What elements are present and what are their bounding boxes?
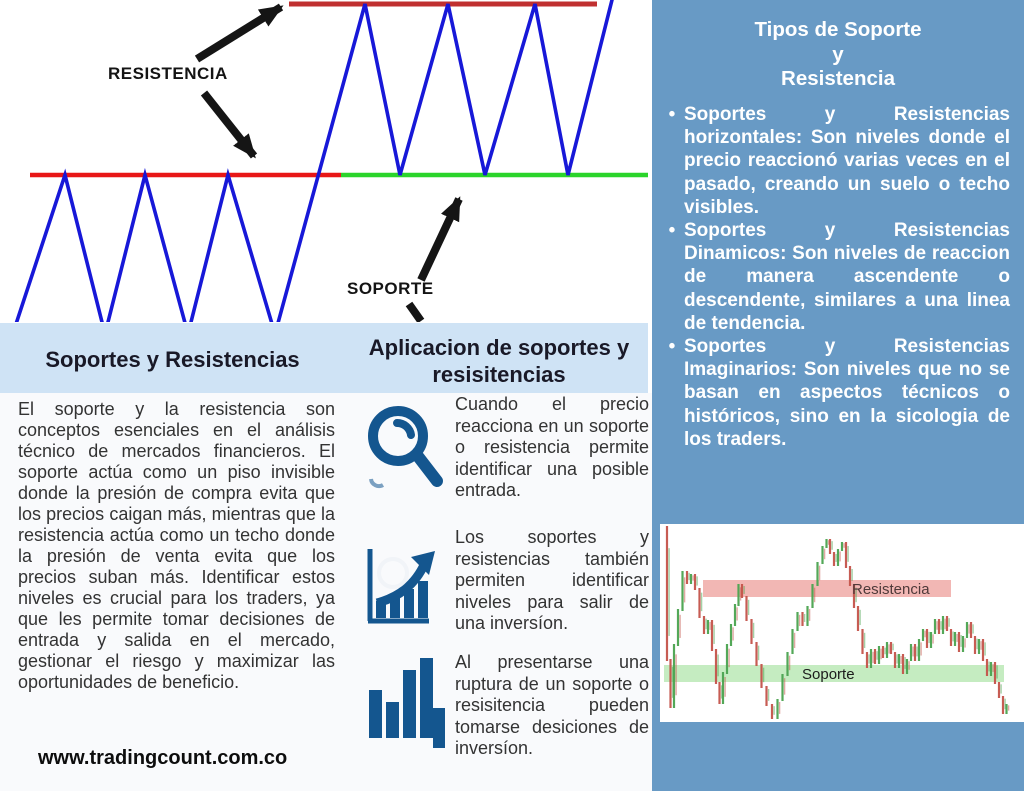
left-section-title: Soportes y Resistencias <box>45 347 300 372</box>
arrow-to-support <box>421 199 459 280</box>
list-item <box>660 335 1016 451</box>
magnifier-icon <box>363 401 447 498</box>
resistencia-label: RESISTENCIA <box>108 64 228 83</box>
soporte-label: SOPORTE <box>347 279 434 298</box>
zigzag-price-diagram <box>0 0 650 322</box>
list-item <box>660 219 1016 335</box>
types-bullet-list <box>660 103 1016 451</box>
website-link[interactable]: www.tradingcount.com.co <box>38 747 288 769</box>
support-resistance-description: El soporte y la resistencia son conceptos esenciales en el análisis técnico de mercados financieros. El soporte actúa como un piso invisible donde la presión de compra evita que los precios caigan más, mientras que la resistencia actúa como un techo donde la presión de venta evita que los precios suban más. Identificar estos niveles es crucial para los traders, ya que les permite tomar decisiones de entrada y salida en el mercado, gestionar el riesgo y maximizar las oportunidades de beneficio. <box>18 399 335 692</box>
bullet-icon: • <box>668 336 676 358</box>
types-title-line1: Tipos de Soporte <box>754 18 922 41</box>
support-resistance-diagram <box>0 0 650 322</box>
application-item-1-text: Cuando el precio reacciona en un soporte o resistencia permite identificar una posible entrada. <box>455 394 649 500</box>
candles-group <box>666 526 1009 719</box>
arrow-to-lower-resistance <box>204 93 254 156</box>
soporte-zone-label: Soporte <box>802 666 855 683</box>
bullet-icon: • <box>668 104 676 125</box>
types-title-line2: y <box>832 42 844 66</box>
types-title-line3: Resistencia <box>781 67 895 90</box>
price-zigzag-line <box>16 0 614 322</box>
list-item <box>660 103 1016 219</box>
candlestick-example-chart <box>660 524 1024 722</box>
resistencia-zone-label: Resistencia <box>852 581 930 598</box>
bar-chart-icon <box>367 656 447 757</box>
bullet-icon: • <box>668 220 676 242</box>
application-item-3-text: Al presentarse una ruptura de un soporte o resisitencia pueden tomarse desiciones de inversíon. <box>455 652 649 758</box>
bullet-horizontales-text: Soportes y Resistencias horizontales: Son niveles donde el precio reaccionó varias veces en el pasado, creando un suelo o techo visibles. <box>684 104 1010 218</box>
arrow-to-support-tail <box>409 304 421 321</box>
bullet-imaginarios-text: Soportes y Resistencias Imaginarios: Son niveles que no se basan en aspectos técnicos o históricos, sino en la sicologia de los traders. <box>684 336 1010 450</box>
arrow-to-upper-resistance <box>197 7 281 59</box>
growth-chart-icon <box>363 545 445 630</box>
application-item-2-text: Los soportes y resistencias también permiten identificar niveles para salir de una inversíon. <box>455 527 649 633</box>
bullet-dinamicos-text: Soportes y Resistencias Dinamicos: Son niveles de reaccion de manera ascendente o descendente, similares a una linea de tendencia. <box>684 220 1010 334</box>
middle-section-title: Aplicacion de soportes y resisitencias <box>368 335 630 387</box>
types-panel-title <box>652 18 1024 92</box>
